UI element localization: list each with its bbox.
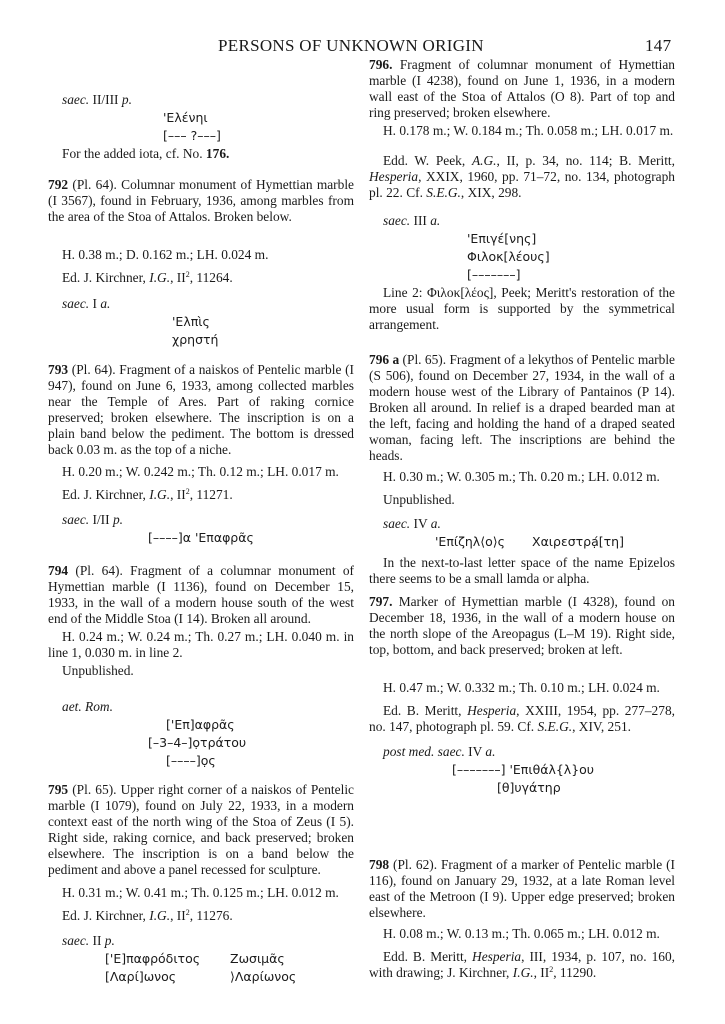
inscription-line xyxy=(105,951,200,967)
text-segment: (Pl. 64). Fragment of a naiskos of Pentelic marble (I 947), found on June 6, 1933, among collected marbles near the Temple of Ares. Part of raking cornice preserved; broken elsewhere. The inscription is on a plain band below the pediment. The bottom is dressed back 0.03 m. as the top of a niche. xyxy=(48,362,354,457)
text-segment: In the next-to-last letter space of the name Epizelos there seems to be a small lamda or alpha. xyxy=(369,555,675,586)
italic-text: p. xyxy=(121,92,132,107)
text-segment: ['Επ]αφρᾶς xyxy=(166,717,235,732)
text-segment: Marker of Hymettian marble (I 4328), found on December 18, 1936, in the wall of a modern house on the north slope of the Areopagus (L–M 19). Right side, top, bottom, and back preserved; broken at left. xyxy=(369,594,675,657)
text-paragraph xyxy=(48,464,354,480)
italic-text: p. xyxy=(112,512,123,527)
catalogue-entry xyxy=(48,563,354,627)
text-segment: , 11290. xyxy=(553,965,597,980)
inscription-line xyxy=(497,780,561,796)
inscription-line xyxy=(172,314,210,330)
inscription-line xyxy=(166,753,216,769)
text-paragraph xyxy=(48,487,354,503)
text-segment: H. 0.47 m.; W. 0.332 m.; Th. 0.10 m.; LH. 0.024 m. xyxy=(383,680,660,695)
entry-number: 795 xyxy=(48,782,69,797)
text-paragraph xyxy=(48,270,354,286)
italic-text: I.G. xyxy=(149,908,171,923)
italic-text: post med. saec. xyxy=(383,744,465,759)
italic-text: I.G. xyxy=(149,487,171,502)
text-segment: IV xyxy=(464,744,486,759)
text-segment: Ζωσιμᾶς xyxy=(230,951,285,966)
text-paragraph xyxy=(369,153,675,201)
text-segment: IV xyxy=(410,516,431,531)
text-segment: Fragment of columnar monument of Hymettian marble (I 4238), found on June 1, 1936, in a modern wall east of the Stoa of Attalos (O 8). Part of top and ring preserved; broken elsewhere. xyxy=(369,57,675,120)
text-segment: I/II xyxy=(89,512,113,527)
text-segment: ⟩Λαρίωνος xyxy=(230,969,297,984)
text-segment: II xyxy=(89,933,105,948)
text-segment: ['Ε]παφρόδιτος xyxy=(105,951,201,966)
text-segment: [–––––––] xyxy=(467,267,521,282)
text-paragraph xyxy=(48,933,354,949)
text-segment: χρηστή xyxy=(172,332,219,347)
text-segment: (Pl. 65). Fragment of a lekythos of Pentelic marble (S 506), found on December 27, 1934, in the wall of a modern house west of the Library of Pantainos (P 14). Broken all around. In relief is a draped bearded man at the left, facing and holding the hand of a draped seated woman, facing left. The inscriptions are behind the heads. xyxy=(369,352,675,463)
inscription-line xyxy=(172,332,218,348)
text-segment: (Pl. 65). Upper right corner of a naiskos of Pentelic marble (I 1079), found on July 22, 1933, in a modern context east of the north wing of the Stoa of Zeus (I 5). Right side, raking cornice, and back preserved; broken elsewhere. The inscription is on a band below the pediment and above a panel recessed for sculpture. xyxy=(48,782,354,877)
text-segment: 'Επιγέ[νης] xyxy=(467,231,537,246)
text-segment: Unpublished. xyxy=(383,492,455,507)
catalogue-entry xyxy=(48,782,354,878)
text-segment: 2 xyxy=(185,908,190,917)
text-paragraph xyxy=(48,296,354,312)
text-segment: Edd. W. Peek, xyxy=(383,153,472,168)
text-segment: [––––]ọς xyxy=(166,753,216,768)
inscription-line xyxy=(166,717,235,733)
text-segment: Edd. B. Meritt, xyxy=(383,949,473,964)
text-segment: H. 0.20 m.; W. 0.242 m.; Th. 0.12 m.; LH. 0.017 m. xyxy=(62,464,339,479)
text-paragraph xyxy=(48,629,354,661)
italic-text: I.G. xyxy=(149,270,171,285)
text-segment: Unpublished. xyxy=(62,663,134,678)
text-paragraph xyxy=(48,146,354,162)
italic-text: saec. xyxy=(62,92,90,107)
text-segment: H. 0.31 m.; W. 0.41 m.; Th. 0.125 m.; LH. 0.012 m. xyxy=(62,885,339,900)
text-segment: (Pl. 64). Columnar monument of Hymettian marble (I 3567), found in February, 1936, among marbles from the area of the Stoa of Attalos. Broken below. xyxy=(48,177,354,224)
catalogue-entry xyxy=(369,594,675,658)
italic-text: I.G. xyxy=(512,965,534,980)
text-segment: (Pl. 64). Fragment of a columnar monument of Hymettian marble (I 1136), found on December 15, 1933, in the wall of a modern house south of the west end of the Middle Stoa (I 14). Broken all around. xyxy=(48,563,354,626)
text-segment: [––– ?–––] xyxy=(163,128,221,143)
text-paragraph xyxy=(48,699,354,715)
text-segment: Ed. J. Kirchner, xyxy=(62,487,150,502)
text-segment: Χαιρεστρạ́[τη] xyxy=(532,534,624,549)
text-segment: [–3–4–]ọτράτου xyxy=(148,735,247,750)
text-paragraph xyxy=(48,885,354,901)
italic-text: saec. xyxy=(383,516,411,531)
italic-text: Hesperia xyxy=(467,703,517,718)
text-paragraph xyxy=(369,492,675,508)
italic-text: Hesperia xyxy=(369,169,419,184)
text-paragraph xyxy=(48,92,354,108)
catalogue-entry xyxy=(369,57,675,121)
italic-text: a. xyxy=(100,296,111,311)
text-paragraph xyxy=(48,247,354,263)
entry-number: 798 xyxy=(369,857,390,872)
inscription-line xyxy=(435,534,505,550)
italic-text: S.E.G. xyxy=(537,719,573,734)
text-segment: Ed. J. Kirchner, xyxy=(62,270,150,285)
text-paragraph xyxy=(369,469,675,485)
text-segment: H. 0.24 m.; W. 0.24 m.; Th. 0.27 m.; LH. 0.040 m. in line 1, 0.030 m. in line 2. xyxy=(48,629,354,660)
text-paragraph xyxy=(369,744,675,760)
text-paragraph xyxy=(48,663,354,679)
italic-text: a. xyxy=(485,744,496,759)
text-segment: II/III xyxy=(89,92,122,107)
text-segment: H. 0.178 m.; W. 0.184 m.; Th. 0.058 m.; LH. 0.017 m. xyxy=(383,123,674,138)
text-paragraph xyxy=(369,949,675,981)
text-segment: 'Επίζηλ⟨ο⟩ς xyxy=(435,534,505,549)
text-segment: , XXIII, 1954, pp. 277–278, no. 147, photograph pl. 59. Cf. xyxy=(369,703,675,734)
inscription-line xyxy=(452,762,594,778)
left-column xyxy=(48,0,354,1024)
inscription-line xyxy=(148,530,254,546)
text-segment: (Pl. 62). Fragment of a marker of Pentelic marble (I 116), found on January 29, 1932, at a late Roman level east of the Metroon (I 9). Upper edge preserved; broken elsewhere. xyxy=(369,857,675,920)
text-segment: For the added iota, cf. No. xyxy=(62,146,206,161)
text-segment: 2 xyxy=(185,270,190,279)
entry-number: 796. xyxy=(369,57,393,72)
text-segment: 'Ελπὶς xyxy=(172,314,210,329)
page-number: 147 xyxy=(645,36,672,55)
text-segment: H. 0.30 m.; W. 0.305 m.; Th. 0.20 m.; LH. 0.012 m. xyxy=(383,469,660,484)
italic-text: saec. xyxy=(383,213,411,228)
text-segment: , II, p. 34, no. 114; B. Meritt, xyxy=(496,153,675,168)
italic-text: aet. Rom. xyxy=(62,699,113,714)
text-segment: 2 xyxy=(185,487,190,496)
entry-number: 792 xyxy=(48,177,69,192)
text-paragraph xyxy=(369,555,675,587)
text-paragraph xyxy=(369,213,675,229)
text-segment: , II xyxy=(170,487,186,502)
text-segment: , II xyxy=(533,965,550,980)
text-segment: [––––]α 'Επαφρᾶς xyxy=(148,530,254,545)
inscription-line xyxy=(105,969,176,985)
text-segment: , XXIX, 1960, pp. 71–72, no. 134, photograph pl. 22. Cf. xyxy=(369,169,675,200)
italic-text: a. xyxy=(430,516,441,531)
text-paragraph xyxy=(48,512,354,528)
text-segment: [–––––––] 'Επιθάλ{λ}ου xyxy=(452,762,595,777)
text-segment: H. 0.08 m.; W. 0.13 m.; Th. 0.065 m.; LH. 0.012 m. xyxy=(383,926,660,941)
text-paragraph xyxy=(369,516,675,532)
inscription-line xyxy=(532,534,624,550)
italic-text: A.G. xyxy=(471,153,497,168)
inscription-line xyxy=(467,249,550,265)
text-paragraph xyxy=(48,908,354,924)
text-paragraph xyxy=(369,285,675,333)
entry-number: 793 xyxy=(48,362,69,377)
text-segment: Line 2: Φιλοκ[λέος], Peek; Meritt's restoration of the more usual form is supported by the symmetrical arrangement. xyxy=(369,285,675,332)
text-segment: , XIX, 298. xyxy=(460,185,522,200)
inscription-line xyxy=(467,267,521,283)
italic-text: saec. xyxy=(62,296,90,311)
catalogue-entry xyxy=(369,352,675,464)
italic-text: saec. xyxy=(62,512,90,527)
text-segment: , 11264. xyxy=(189,270,233,285)
entry-number: 794 xyxy=(48,563,69,578)
text-segment: [Λαρί]ωνος xyxy=(105,969,177,984)
text-segment: , 11276. xyxy=(189,908,233,923)
right-column xyxy=(369,0,675,1024)
inscription-line xyxy=(230,969,296,985)
text-segment: , III, 1934, p. 107, no. 160, with drawing; J. Kirchner, xyxy=(369,949,675,980)
text-paragraph xyxy=(369,680,675,696)
text-segment: I xyxy=(89,296,101,311)
italic-text: a. xyxy=(430,213,441,228)
text-segment: Φιλοκ[λέους] xyxy=(467,249,550,264)
text-segment: III xyxy=(410,213,431,228)
text-paragraph xyxy=(369,926,675,942)
catalogue-entry xyxy=(369,857,675,921)
text-segment: , II xyxy=(170,908,186,923)
italic-text: S.E.G. xyxy=(426,185,461,200)
inscription-line xyxy=(163,128,221,144)
inscription-line xyxy=(230,951,285,967)
catalogue-entry xyxy=(48,177,354,225)
text-paragraph xyxy=(369,123,675,139)
italic-text: saec. xyxy=(62,933,90,948)
entry-number: 176. xyxy=(205,146,230,161)
text-segment: , II xyxy=(170,270,186,285)
inscription-line xyxy=(163,110,208,126)
text-segment: , 11271. xyxy=(189,487,233,502)
entry-number: 797. xyxy=(369,594,393,609)
catalogue-entry xyxy=(48,362,354,458)
text-paragraph xyxy=(369,703,675,735)
text-segment: Ed. J. Kirchner, xyxy=(62,908,150,923)
entry-number: 796 a xyxy=(369,352,400,367)
text-segment: Ed. B. Meritt, xyxy=(383,703,468,718)
inscription-line xyxy=(467,231,536,247)
text-segment: , XIV, 251. xyxy=(572,719,631,734)
text-segment: 2 xyxy=(549,965,554,974)
italic-text: p. xyxy=(104,933,115,948)
italic-text: Hesperia xyxy=(472,949,522,964)
text-segment: 'Ελένηι xyxy=(163,110,208,125)
text-segment: [θ]υγάτηρ xyxy=(497,780,561,795)
running-header-title: PERSONS OF UNKNOWN ORIGIN xyxy=(218,36,484,55)
inscription-line xyxy=(148,735,246,751)
text-segment: H. 0.38 m.; D. 0.162 m.; LH. 0.024 m. xyxy=(62,247,269,262)
